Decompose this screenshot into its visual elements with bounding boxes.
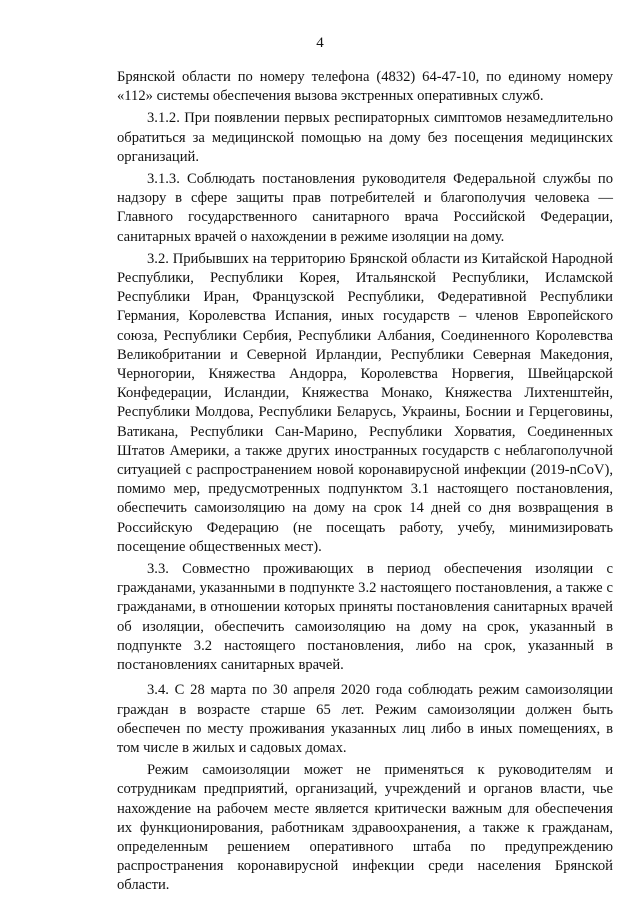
document-body bbox=[117, 68, 613, 896]
paragraph-3-1-3: 3.1.3. Соблюдать постановления руководителя Федеральной службы по надзору в сфере защиты прав потребителей и благополучия человека — Главного государственного санитарного врача Российской Федерации, санитарных врачей о нахождении в режиме изоляции на дому. bbox=[117, 171, 613, 245]
paragraph-self-isolation-exceptions: Режим самоизоляции может не применяться к руководителям и сотрудникам предприятий, организаций, учреждений и органов власти, чье нахождение на рабочем месте является критически важным для обеспечения их функционирования, работникам здравоохранения, а также к гражданам, определенным решением оперативного штаба по предупреждению распространения коронавирусной инфекции среди населения Брянской области. bbox=[117, 762, 613, 894]
paragraph-3-3: 3.3. Совместно проживающих в период обеспечения изоляции с гражданами, указанными в подпункте 3.2 настоящего постановления, а также с гражданами, в отношении которых приняты постановления санитарных врачей об изоляции, обеспечить самоизоляцию на дому на срок, указанный в подпункте 3.2 настоящего постановления, либо на срок, указанный в постановлениях санитарных врачей. bbox=[117, 561, 613, 674]
page-number: 4 bbox=[316, 35, 324, 51]
paragraph-3-4: 3.4. С 28 марта по 30 апреля 2020 года соблюдать режим самоизоляции граждан в возрасте старше 65 лет. Режим самоизоляции должен быть обеспечен по месту проживания указанных лиц либо в иных помещениях, в том числе в жилых и садовых домах. bbox=[117, 682, 613, 756]
paragraph-3-2: 3.2. Прибывших на территорию Брянской области из Китайской Народной Республики, Республики Корея, Итальянской Республики, Исламской Республики Иран, Французской Республики, Федеративной Республики Германия, Королевства Испания, иных государств – членов Европейского союза, Республики Сербия, Республики Албания, Соединенного Королевства Великобритании и Северной Ирландии, Республики Северная Македония, Черногории, Княжества Андорра, Королевства Норвегия, Швейцарской Конфедерации, Исландии, Княжества Монако, Княжества Лихтенштейн, Республики Молдова, Республики Беларусь, Украины, Боснии и Герцеговины, Ватикана, Республики Сан-Марино, Республики Хорватия, Соединенных Штатов Америки, а также других иностранных государств с неблагополучной ситуацией с распространением новой коронавирусной инфекции (2019-nCoV), помимо мер, предусмотренных подпунктом 3.1 настоящего постановления, обеспечить самоизоляцию на дому на срок 14 дней со дня возвращения в Российскую Федерацию (не посещать работу, учебу, минимизировать посещение общественных мест). bbox=[117, 250, 613, 555]
paragraph-3-1-2: 3.1.2. При появлении первых респираторных симптомов незамедлительно обратиться за медицинской помощью на дому без посещения медицинских организаций. bbox=[117, 110, 613, 165]
paragraph-continuation: Брянской области по номеру телефона (4832) 64-47-10, по единому номеру «112» системы обеспечения вызова экстренных оперативных служб. bbox=[117, 69, 613, 105]
